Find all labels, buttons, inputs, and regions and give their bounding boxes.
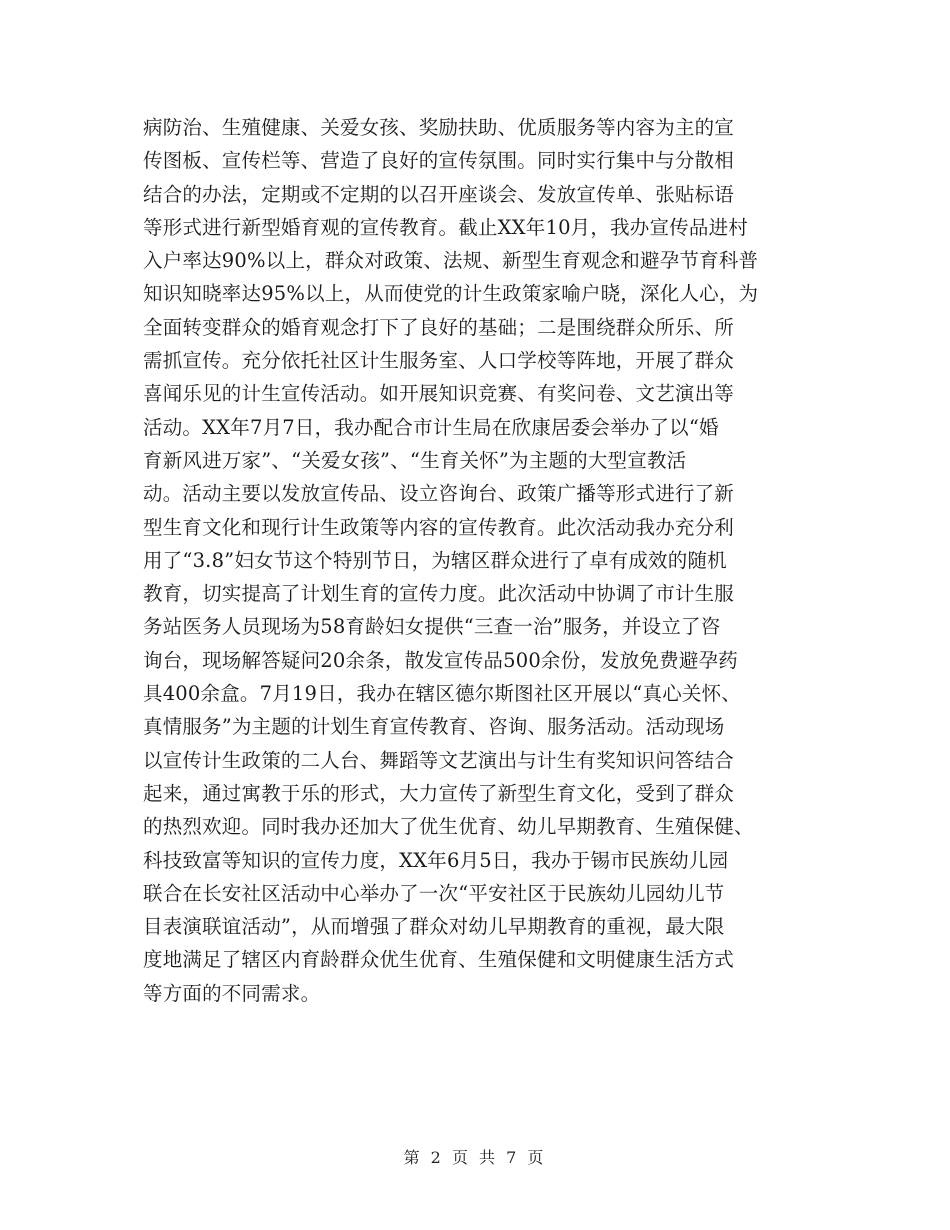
text-line: 务站医务人员现场为58育龄妇女提供“三查一治”服务，并设立了咨: [143, 615, 721, 639]
text-line: 动。活动主要以发放宣传品、设立咨询台、政策广播等形式进行了新: [143, 482, 735, 506]
body-paragraph: [143, 111, 813, 1010]
text-line: 入户率达90%以上，群众对政策、法规、新型生育观念和避孕节育科普: [143, 249, 759, 273]
text-line: 科技致富等知识的宣传力度，XX年6月5日，我办于锡市民族幼儿园: [143, 848, 729, 872]
text-line: 知识知晓率达95%以上，从而使党的计生政策家喻户晓，深化人心，为: [143, 282, 759, 306]
text-line: 的热烈欢迎。同时我办还加大了优生优育、幼儿早期教育、生殖保健、: [143, 815, 754, 839]
text-line: 结合的办法，定期或不定期的以召开座谈会、发放宣传单、张贴标语: [143, 182, 735, 206]
text-line: 等方面的不同需求。: [143, 981, 321, 1005]
text-line: 用了“3.8”妇女节这个特别节日，为辖区群众进行了卓有成效的随机: [143, 548, 727, 572]
text-line: 目表演联谊活动”，从而增强了群众对幼儿早期教育的重视，最大限: [143, 915, 725, 939]
text-line: 传图板、宣传栏等、营造了良好的宣传氛围。同时实行集中与分散相: [143, 149, 735, 173]
text-line: 等形式进行新型婚育观的宣传教育。截止XX年10月，我办宣传品进村: [143, 215, 748, 239]
text-line: 询台，现场解答疑问20余条，散发宣传品500余份，发放免费避孕药: [143, 648, 738, 672]
text-line: 真情服务”为主题的计划生育宣传教育、咨询、服务活动。活动现场: [143, 715, 725, 739]
text-line: 起来，通过寓教于乐的形式，大力宣传了新型生育文化，受到了群众: [143, 781, 735, 805]
text-line: 具400余盒。7月19日，我办在辖区德尔斯图社区开展以“真心关怀、: [143, 682, 742, 706]
text-line: 全面转变群众的婚育观念打下了良好的基础；二是围绕群众所乐、所: [143, 315, 735, 339]
text-line: 病防治、生殖健康、关爱女孩、奖励扶助、优质服务等内容为主的宣: [143, 116, 735, 139]
text-line: 活动。XX年7月7日，我办配合市计生局在欣康居委会举办了以“婚: [143, 415, 719, 439]
page-number-footer: 第 2 页 共 7 页: [403, 1148, 547, 1167]
text-line: 教育，切实提高了计划生育的宣传力度。此次活动中协调了市计生服: [143, 582, 735, 606]
text-line: 需抓宣传。充分依托社区计生服务室、人口学校等阵地，开展了群众: [143, 349, 735, 373]
text-line: 育新风进万家”、“关爱女孩”、“生育关怀”为主题的大型宣教活: [143, 448, 687, 472]
text-line: 喜闻乐见的计生宣传活动。如开展知识竞赛、有奖问卷、文艺演出等: [143, 382, 735, 406]
text-line: 以宣传计生政策的二人台、舞蹈等文艺演出与计生有奖知识问答结合: [143, 748, 735, 772]
text-line: 联合在长安社区活动中心举办了一次“平安社区于民族幼儿园幼儿节: [143, 881, 725, 905]
text-line: 度地满足了辖区内育龄群众优生优育、生殖保健和文明健康生活方式: [143, 948, 735, 972]
text-line: 型生育文化和现行计生政策等内容的宣传教育。此次活动我办充分利: [143, 515, 735, 539]
